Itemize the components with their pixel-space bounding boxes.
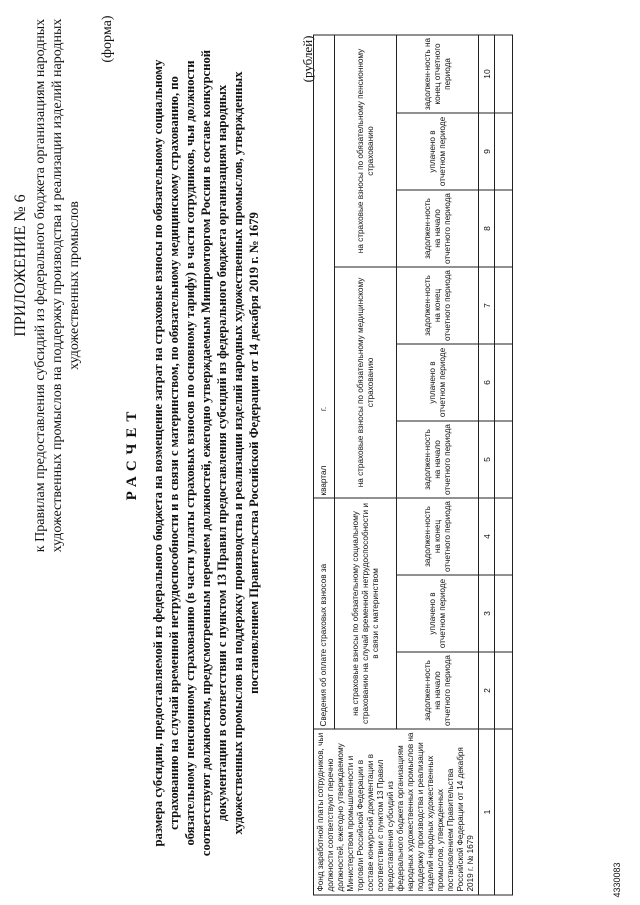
payment-info-label: Сведения об оплате страховых взносов за: [319, 563, 328, 726]
column-number: 9: [479, 112, 495, 189]
column-header: уплачено в отчетном периоде: [397, 112, 479, 189]
units-label: (рублей): [300, 35, 315, 82]
annex-title: ПРИЛОЖЕНИЕ № 6: [12, 193, 29, 337]
column-number: 5: [479, 420, 495, 497]
table-header-period: [314, 34, 335, 497]
subgroup-pension: на страховые взносы по обязательному пенсионному страхованию: [335, 34, 397, 266]
document-subtitle: размера субсидии, предоставляемой из федерального бюджета на возмещение затрат на страховые взносы по обязательному социальному страхованию на случай временной нетрудоспособности и в связи с материнством, по обязательному медицинскому страхованию, по обязательному пенсионному страхованию (в части уплаты страховых взносов по основному тарифу) в части сотрудников, чьи должности соответствуют должностям, предусмотренным перечнем должностей, ежегодно утверждаемым Минпромторгом России в составе конкурсной документации в соответствии с пунктом 13 Правил предоставления субсидий из федерального бюджета организациям народных художественных промыслов на поддержку производства и реализации изделий народных художественных промыслов, утвержденных постановлением Правительства Российской Федерации от 14 декабря 2019 г. № 1679: [151, 49, 261, 856]
column-number: 7: [479, 266, 495, 343]
column-header: уплачено в отчетном периоде: [397, 343, 479, 420]
column-header: задолжен-ность на начало отчетного периода: [397, 652, 479, 729]
column-header: задолжен-ность на конец отчетного периода: [397, 34, 479, 112]
table-cell-empty: [495, 266, 513, 343]
column-header: задолжен-ность на конец отчетного периода: [397, 266, 479, 343]
table-cell-empty: [495, 189, 513, 266]
table-header-wage-fund: Фонд заработной платы сотрудников, чьи должности соответствуют перечню должностей, ежегодно утверждаемому Министерством промышленности и торговли Российской Федерации в составе конкурсной документации в соответствии с пунктом 13 Правил предоставления субсидий из федерального бюджета организациям народных художественных промыслов на поддержку производства и реализации изделий народных художественных промыслов, утвержденных постановлением Правительства Российской Федерации от 14 декабря 2019 г. № 1679: [314, 729, 479, 895]
column-number: 6: [479, 343, 495, 420]
table-cell-empty: [495, 575, 513, 652]
column-number: 10: [479, 34, 495, 112]
column-header: задолжен-ность на начало отчетного периода: [397, 420, 479, 497]
column-header: задолжен-ность на конец отчетного периода: [397, 497, 479, 574]
table-cell-empty: [495, 652, 513, 729]
document-code: 4330083: [612, 861, 622, 897]
document-title: РАСЧЕТ: [124, 405, 140, 500]
table-header-payment-info: [314, 497, 335, 728]
table-cell-empty: [495, 497, 513, 574]
table-cell-empty: [495, 34, 513, 112]
annex-text: к Правилам предоставления субсидий из федерального бюджета организациям народных художественных промыслов на поддержку производства и реализации изделий народных художественных промыслов: [33, 18, 82, 552]
subgroup-medical: на страховые взносы по обязательному медицинскому страхованию: [335, 266, 397, 497]
year-label: г.: [319, 406, 328, 411]
column-number: 4: [479, 497, 495, 574]
column-header: задолжен-ность на начало отчетного периода: [397, 189, 479, 266]
table-cell-empty: [495, 420, 513, 497]
quarter-label: квартал: [319, 465, 328, 495]
column-number: 1: [479, 729, 495, 895]
subgroup-social: на страховые взносы по обязательному социальному страхованию на случай временной нетрудоспособности и в связи с материнством: [335, 497, 397, 728]
column-header: уплачено в отчетном периоде: [397, 575, 479, 652]
form-label: (форма): [100, 15, 115, 63]
table-cell-empty: [495, 343, 513, 420]
column-number: 8: [479, 189, 495, 266]
table-cell-empty: [495, 729, 513, 895]
column-number: 3: [479, 575, 495, 652]
table-cell-empty: [495, 112, 513, 189]
column-number: 2: [479, 652, 495, 729]
calculation-table: [313, 35, 513, 895]
